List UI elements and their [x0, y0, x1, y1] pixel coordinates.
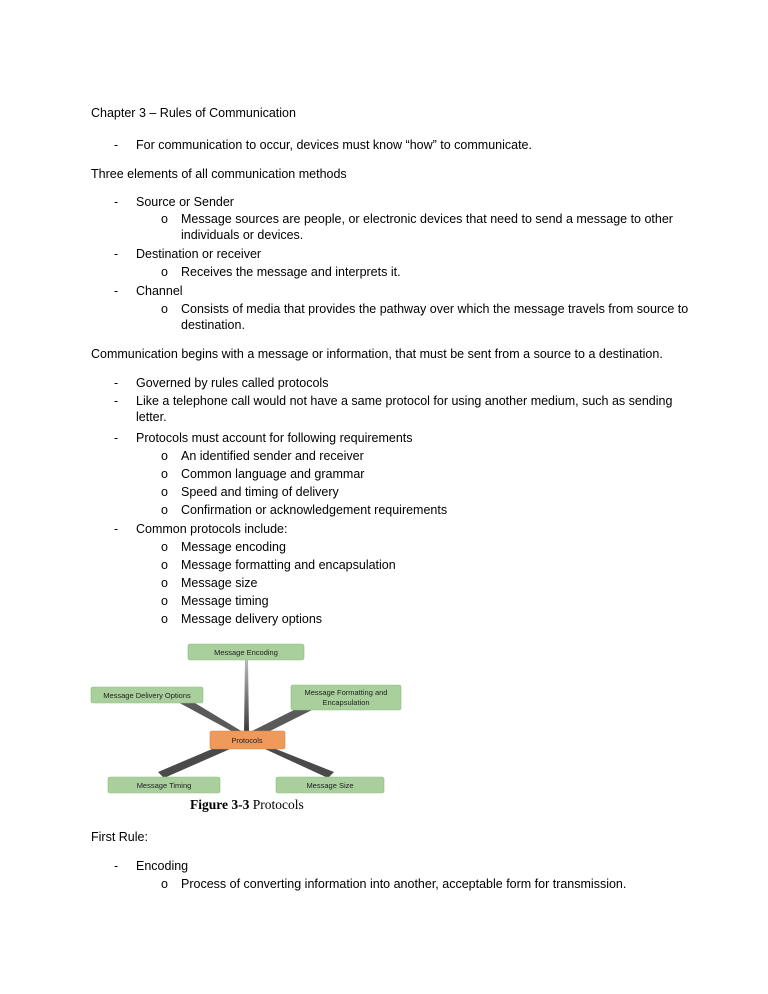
protocols-center-label: Protocols [231, 736, 263, 745]
message-timing-label: Message Timing [136, 781, 192, 790]
requirements-title: Protocols must account for following requirements [136, 431, 413, 445]
message-formatting-label-1: Message Formatting and [304, 688, 388, 697]
dash-bullet: - [114, 859, 119, 873]
message-encoding-node [188, 644, 304, 660]
message-formatting-label-2: Encapsulation [322, 698, 370, 707]
message-delivery-node [91, 687, 203, 703]
requirement-item: Speed and timing of delivery [181, 485, 339, 499]
element-destination-desc: Receives the message and interprets it. [181, 265, 401, 279]
dash-bullet: - [114, 522, 119, 536]
circle-bullet: o [161, 467, 168, 481]
circle-bullet: o [161, 612, 168, 626]
requirement-item: An identified sender and receiver [181, 449, 364, 463]
dash-bullet: - [114, 376, 119, 390]
dash-bullet: - [114, 394, 119, 408]
common-protocol-item: Message encoding [181, 540, 286, 554]
common-protocol-item: Message size [181, 576, 258, 590]
communication-paragraph: Communication begins with a message or information, that must be sent from a source to a destination. [91, 347, 663, 361]
circle-bullet: o [161, 485, 168, 499]
message-encoding-label: Message Encoding [214, 648, 278, 657]
protocols-diagram [88, 640, 408, 815]
intro-bullet-text: For communication to occur, devices must know “how” to communicate. [136, 138, 532, 152]
element-channel-label: Channel [136, 284, 183, 298]
element-destination-label: Destination or receiver [136, 247, 262, 261]
elements-title: Three elements of all communication methods [91, 167, 347, 181]
common-protocol-item: Message delivery options [181, 612, 323, 626]
dash-bullet: - [114, 195, 119, 209]
element-source-desc: Message sources are people, or electronic devices that need to send a message to other individuals or devices. [181, 212, 673, 242]
figure-caption-text: Protocols [249, 797, 304, 812]
first-rule-title: First Rule: [91, 830, 148, 844]
circle-bullet: o [161, 212, 168, 226]
message-size-label: Message Size [306, 781, 354, 790]
protocol-governed-text: Governed by rules called protocols [136, 376, 329, 390]
message-size-node [276, 777, 384, 793]
circle-bullet: o [161, 302, 168, 316]
circle-bullet: o [161, 503, 168, 517]
message-timing-node [108, 777, 220, 793]
dash-bullet: - [114, 247, 119, 261]
figure-caption [190, 797, 304, 813]
requirement-item: Common language and grammar [181, 467, 365, 481]
circle-bullet: o [161, 877, 168, 891]
figure-caption-number: Figure 3-3 [190, 797, 250, 812]
element-channel-desc: Consists of media that provides the pathway over which the message travels from source to destination. [181, 302, 689, 332]
circle-bullet: o [161, 449, 168, 463]
page-title: Chapter 3 – Rules of Communication [91, 106, 296, 120]
requirement-item: Confirmation or acknowledgement requirements [181, 503, 448, 517]
dash-bullet: - [114, 284, 119, 298]
first-rule-label: Encoding [136, 859, 189, 873]
first-rule-desc: Process of converting information into another, acceptable form for transmission. [181, 877, 627, 891]
circle-bullet: o [161, 540, 168, 554]
dash-bullet: - [114, 138, 119, 152]
dash-bullet: - [114, 431, 119, 445]
circle-bullet: o [161, 594, 168, 608]
protocol-telephone-text: Like a telephone call would not have a same protocol for using another medium, such as sending letter. [136, 394, 673, 424]
common-protocols-title: Common protocols include: [136, 522, 288, 536]
protocols-center-node [210, 731, 285, 749]
spoke-to-encoding [244, 658, 249, 732]
circle-bullet: o [161, 558, 168, 572]
common-protocol-item: Message formatting and encapsulation [181, 558, 396, 572]
element-source-label: Source or Sender [136, 195, 234, 209]
message-formatting-node [291, 685, 401, 710]
message-delivery-label: Message Delivery Options [103, 691, 191, 700]
circle-bullet: o [161, 576, 168, 590]
common-protocol-item: Message timing [181, 594, 269, 608]
circle-bullet: o [161, 265, 168, 279]
